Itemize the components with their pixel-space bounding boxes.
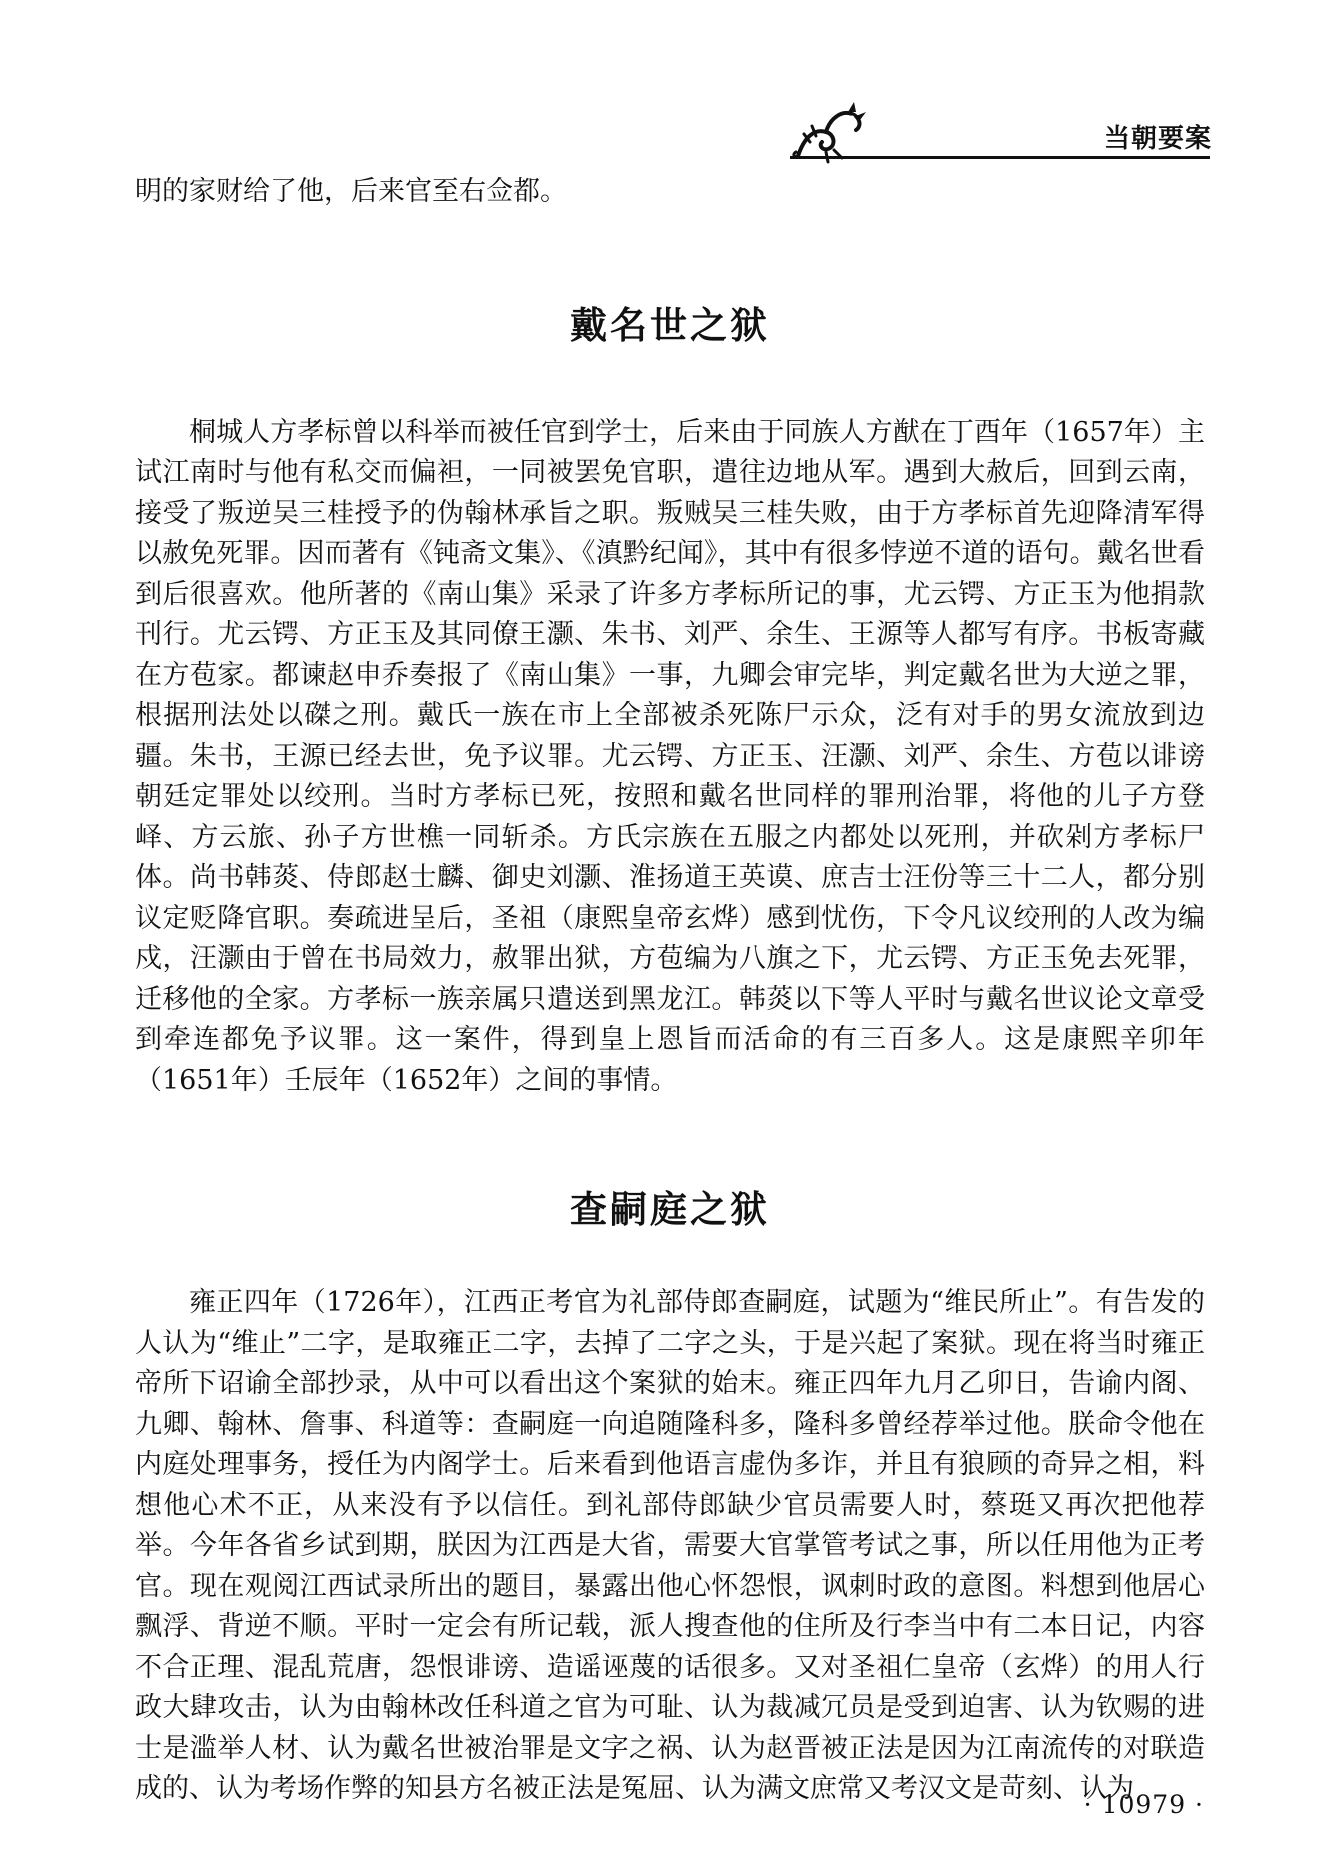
carryover-paragraph: 明的家财给了他，后来官至右佥都。 <box>135 176 567 207</box>
section-paragraph: 雍正四年（1726年），江西正考官为礼部侍郎查嗣庭，试题为“维民所止”。有告发的人认为“维止”二字，是取雍正二字，去掉了二字之头，于是兴起了案狱。现在将当时雍正帝所下诏谕全部抄录，从中可以看出这个案狱的始末。雍正四年九月乙卯日，告谕内阁、九卿、翰林、詹事、科道等：查嗣庭一向追随隆科多，隆科多曾经荐举过他。朕命令他在内庭处理事务，授任为内阁学士。后来看到他语言虚伪多诈，并且有狼顾的奇异之相，料想他心术不正，从来没有予以信任。到礼部侍郎缺少官员需要人时，蔡珽又再次把他荐举。今年各省乡试到期，朕因为江西是大省，需要大官掌管考试之事，所以任用他为正考官。现在观阅江西试录所出的题目，暴露出他心怀怨恨，讽刺时政的意图。料想到他居心飘浮、背逆不顺。平时一定会有所记载，派人搜查他的住所及行李当中有二本日记，内容不合正理、混乱荒唐，怨恨诽谤、造谣诬蔑的话很多。又对圣祖仁皇帝（玄烨）的用人行政大肆攻击，认为由翰林改任科道之官为可耻、认为裁减冗员是受到迫害、认为钦赐的进士是滥举人材、认为戴名世被治罪是文字之祸、认为赵晋被正法是因为江南流传的对联造成的、认为考场作弊的知县方名被正法是冤屈、认为满文庶常又考汉文是苛刻、认为 <box>135 1287 1205 1804</box>
dragon-emblem-icon <box>790 98 870 164</box>
header-rule <box>790 156 1210 159</box>
page-body <box>135 172 1205 1810</box>
page-number: · 10979 · <box>1083 1790 1204 1819</box>
section-paragraph: 桐城人方孝标曾以科举而被任官到学士，后来由于同族人方猷在丁酉年（1657年）主试江南时与他有私交而偏袒，一同被罢免官职，遣往边地从军。遇到大赦后，回到云南，接受了叛逆吴三桂授予的伪翰林承旨之职。叛贼吴三桂失败，由于方孝标首先迎降清军得以赦免死罪。因而著有《钝斋文集》、《滇黔纪闻》，其中有很多悖逆不道的语句。戴名世看到后很喜欢。他所著的《南山集》采录了许多方孝标所记的事，尤云锷、方正玉为他捐款刊行。尤云锷、方正玉及其同僚王灏、朱书、刘严、余生、王源等人都写有序。书板寄藏在方苞家。都谏赵申乔奏报了《南山集》一事，九卿会审完毕，判定戴名世为大逆之罪，根据刑法处以磔之刑。戴氏一族在市上全部被杀死陈尸示众，泛有对手的男女流放到边疆。朱书，王源已经去世，免予议罪。尤云锷、方正玉、汪灏、刘严、余生、方苞以诽谤朝廷定罪处以绞刑。当时方孝标已死，按照和戴名世同样的罪刑治罪，将他的儿子方登峄、方云旅、孙子方世樵一同斩杀。方氏宗族在五服之内都处以死刑，并砍剁方孝标尸体。尚书韩菼、侍郎赵士麟、御史刘灏、淮扬道王英谟、庶吉士汪份等三十二人，都分别议定贬降官职。奏疏进呈后，圣祖（康熙皇帝玄烨）感到忧伤，下令凡议绞刑的人改为编戍，汪灏由于曾在书局效力，赦罪出狱，方苞编为八旗之下，尤云锷、方正玉免去死罪，迁移他的全家。方孝标一族亲属只遣送到黑龙江。韩菼以下等人平时与戴名世议论文章受到牵连都免予议罪。这一案件，得到皇上恩旨而活命的有三百多人。这是康熙辛卯年（1651年）壬辰年（1652年）之间的事情。 <box>135 416 1205 1096</box>
section-heading-zha-siting: 查嗣庭之狱 <box>570 1188 770 1231</box>
running-title: 当朝要案 <box>1103 124 1212 154</box>
page-header <box>0 0 1322 170</box>
section-heading-dai-mingshi: 戴名世之狱 <box>570 303 770 347</box>
